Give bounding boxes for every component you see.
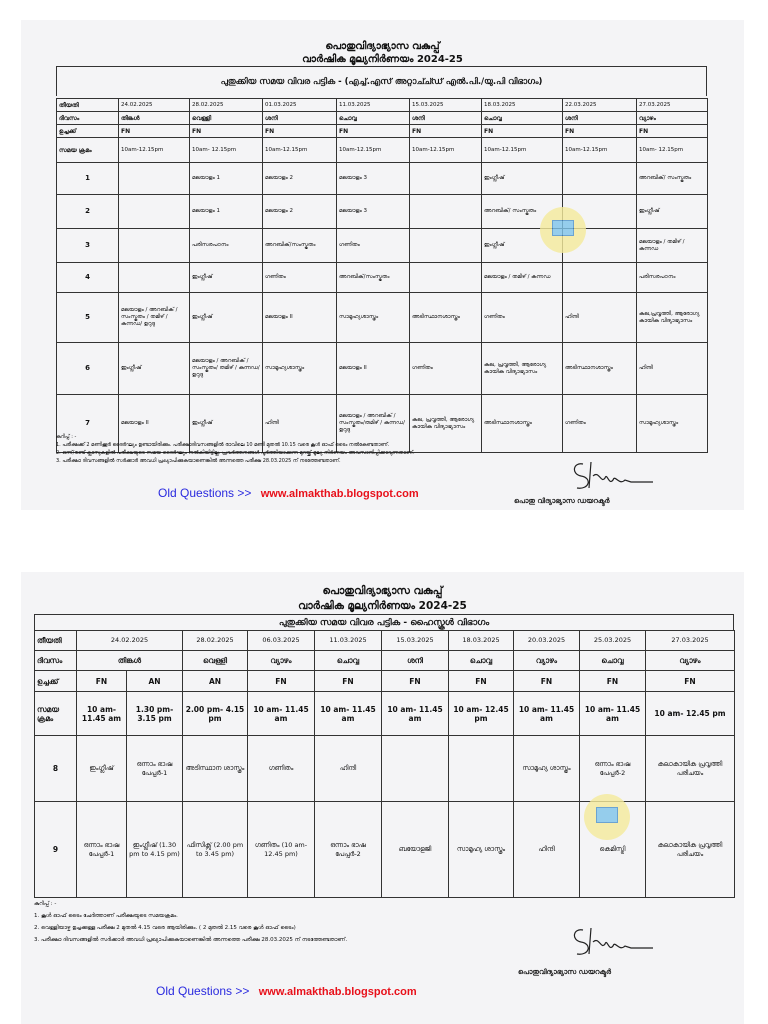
subject-cell: ഒന്നാം ഭാഷ പേപ്പർ-1 (77, 802, 127, 898)
subject-cell: ഗണിതം (563, 395, 637, 453)
row-label-session: ഉച്ചക്ക് (57, 125, 119, 138)
exam-title: വാർഷിക മൂല്യനിർണയം 2024-25 (302, 54, 463, 65)
session-cell: FN (563, 125, 637, 138)
row-day (35, 651, 735, 671)
subject-cell (382, 736, 449, 802)
timetable-high-school (34, 630, 735, 898)
row-label-date: തീയതി (35, 631, 77, 651)
row-time (57, 138, 708, 163)
session-cell: FN (646, 671, 735, 692)
grade-number: 2 (57, 195, 119, 229)
time-cell: 10am- 12.15pm (637, 138, 708, 163)
notes-section (56, 433, 616, 465)
subject-cell: ഇംഗ്ലീഷ് (119, 343, 190, 395)
timetable-subtitle: പുതുക്കിയ സമയ വിവര പട്ടിക - (എച്ച്.എസ് അറ്റാച്ച്ഡ് എൽ.പി./യു.പി വിഭാഗം) (56, 66, 707, 96)
timetable-lp-up (56, 98, 708, 453)
subject-cell: ഇംഗ്ലീഷ് (77, 736, 127, 802)
subject-cell: ഇംഗ്ലീഷ് (190, 293, 263, 343)
grade-row (57, 229, 708, 263)
subject-cell: അറബിക്/സംസ്കൃതം (337, 263, 410, 293)
subject-cell: മലയാളം II (119, 395, 190, 453)
row-time (35, 692, 735, 736)
old-questions-link[interactable] (158, 486, 419, 500)
subject-cell: ഒന്നാം ഭാഷ പേപ്പർ-2 (315, 802, 382, 898)
session-cell: FN (77, 671, 127, 692)
subject-cell (449, 736, 514, 802)
row-label-session: ഉച്ചക്ക് (35, 671, 77, 692)
subject-cell: അറബിക്/ സംസ്കൃതം (637, 163, 708, 195)
grade-number: 4 (57, 263, 119, 293)
time-cell: 10 am- 12.45 pm (646, 692, 735, 736)
row-label-time: സമയ ക്രമം (57, 138, 119, 163)
grade-number: 3 (57, 229, 119, 263)
subject-cell (563, 263, 637, 293)
sheet2-header (21, 584, 744, 614)
row-session (35, 671, 735, 692)
subject-cell: കല, പ്രവൃത്തി, ആരോഗ്യ കായിക വിദ്യാഭ്യാസം (482, 343, 563, 395)
subject-cell (410, 229, 482, 263)
subject-cell: മലയാളം 2 (263, 195, 337, 229)
subject-cell: സാമൂഹ്യശാസ്ത്രം (263, 343, 337, 395)
date-cell: 20.03.2025 (514, 631, 580, 651)
date-cell: 01.03.2025 (263, 99, 337, 112)
row-label-day: ദിവസം (57, 112, 119, 125)
time-cell: 10 am- 11.45 am (514, 692, 580, 736)
session-cell: FN (263, 125, 337, 138)
time-cell: 2.00 pm- 4.15 pm (183, 692, 248, 736)
signature-title: പൊതുവിദ്യാഭ്യാസ ഡയറക്ടർ (518, 968, 612, 976)
subject-cell: മലയാളം II (263, 293, 337, 343)
old-questions-link[interactable] (156, 984, 417, 998)
subject-cell (119, 195, 190, 229)
day-cell: ചൊവ്വ (580, 651, 646, 671)
subject-cell: മലയാളം / അറബിക് /സംസ്കൃതം / തമിഴ് / കന്നഡ/ ഉറുദു (119, 293, 190, 343)
note-item: 2. വെള്ളിയാഴ്ച ഉച്ചക്കുള്ള പരീക്ഷ 2 മുതൽ 4.15 വരെ ആയിരിക്കും. ( 2 മുതൽ 2.15 വരെ കൂൾ ഓഫ് ടൈം) (34, 925, 296, 931)
time-cell: 10 am- 11.45 am (248, 692, 315, 736)
old-questions-label[interactable]: Old Questions >> (156, 984, 250, 998)
notes-heading: കുറിപ്പ് : - (34, 901, 57, 907)
subject-cell: കലാകായിക പ്രവൃത്തി പരിചയം (646, 736, 735, 802)
signature-image (569, 922, 659, 962)
subject-cell: ഹിന്ദി (315, 736, 382, 802)
date-cell: 06.03.2025 (248, 631, 315, 651)
subject-cell (119, 229, 190, 263)
day-cell: വ്യാഴം (248, 651, 315, 671)
subject-cell: ഇംഗ്ലീഷ് (190, 395, 263, 453)
grade-row (57, 195, 708, 229)
date-cell: 11.03.2025 (337, 99, 410, 112)
date-cell: 22.03.2025 (563, 99, 637, 112)
session-cell: FN (449, 671, 514, 692)
subject-cell: ഒന്നാം ഭാഷ പേപ്പർ-2 (580, 736, 646, 802)
session-cell: AN (127, 671, 183, 692)
date-cell: 24.02.2025 (119, 99, 190, 112)
subject-cell: ഗണിതം (337, 229, 410, 263)
subject-cell: ബയോളജി (382, 802, 449, 898)
subject-cell (410, 195, 482, 229)
date-cell: 28.02.2025 (190, 99, 263, 112)
day-cell: വ്യാഴം (514, 651, 580, 671)
day-cell: വെള്ളി (183, 651, 248, 671)
day-cell: ശനി (263, 112, 337, 125)
department-title: പൊതുവിദ്യാഭ്യാസ വകുപ്പ് (325, 41, 440, 52)
note-item: 2. ഒന്ന്/രണ്ട് ക്ലാസുകളിൽ പരീക്ഷയുടെ സമയ ദൈർഘ്യം നൽകിയിട്ടില്ല. പ്രവർത്തനങ്ങൾ പൂർത്തിയാക്കുന്ന മുറയ്ക്ക് മൂല്യ നിർണയം അവസാനിപ്പിക്കാവുന്നതാണ്. (56, 450, 415, 456)
subject-cell: ഗണിതം (10 am- 12.45 pm) (248, 802, 315, 898)
subject-cell (119, 163, 190, 195)
grade-row (57, 293, 708, 343)
date-cell: 28.02.2025 (183, 631, 248, 651)
subject-cell: കെമിസ്ട്രി (580, 802, 646, 898)
subject-cell: മലയാളം II (337, 343, 410, 395)
grade-number: 6 (57, 343, 119, 395)
session-cell: FN (514, 671, 580, 692)
row-day (57, 112, 708, 125)
department-title: പൊതുവിദ്യാഭ്യാസ വകുപ്പ് (322, 585, 443, 597)
time-cell: 10 am- 11.45 am (77, 692, 127, 736)
time-cell: 10 am- 11.45 am (315, 692, 382, 736)
subject-cell (119, 263, 190, 293)
note-item: 1. കൂൾ ഓഫ് ടൈം ചേർത്താണ് പരീക്ഷയുടെ സമയക്രമം. (34, 913, 178, 919)
subject-cell: മലയാളം / അറബിക് /സംസ്കൃതം/തമിഴ് / കന്നഡ/ ഉറുദു (337, 395, 410, 453)
sheet1-header (21, 40, 744, 66)
time-cell: 10am-12.15pm (119, 138, 190, 163)
subject-cell: മലയാളം 2 (263, 163, 337, 195)
grade-row (57, 163, 708, 195)
note-item: 3. പരീക്ഷാ ദിവസങ്ങളിൽ സർക്കാർ അവധി പ്രഖ്യാപിക്കുകയാണെങ്കിൽ അന്നത്തെ പരീക്ഷ 28.03.2025 ന് നടത്തേണ്ടതാണ്. (34, 937, 348, 943)
session-cell: FN (119, 125, 190, 138)
subject-cell: അടിസ്ഥാന ശാസ്ത്രം (183, 736, 248, 802)
notes-heading: കുറിപ്പ് : - (56, 434, 77, 440)
date-cell: 18.03.2025 (482, 99, 563, 112)
session-cell: FN (482, 125, 563, 138)
day-cell: ശനി (410, 112, 482, 125)
subject-cell: മലയാളം 1 (190, 195, 263, 229)
session-cell: FN (382, 671, 449, 692)
signature-title: പൊതു വിദ്യാഭ്യാസ ഡയറക്ടർ (514, 497, 610, 505)
grade-number: 7 (57, 395, 119, 453)
exam-title: വാർഷിക മൂല്യനിർണയം 2024-25 (298, 600, 467, 612)
session-cell: AN (183, 671, 248, 692)
date-cell: 27.03.2025 (646, 631, 735, 651)
watermark-logo (584, 794, 630, 840)
date-cell: 24.02.2025 (77, 631, 183, 651)
time-cell: 10 am- 11.45 am (580, 692, 646, 736)
website-url[interactable]: www.almakthab.blogspot.com (260, 488, 419, 500)
subject-cell: മലയാളം / തമിഴ് / കന്നഡ (482, 263, 563, 293)
website-url[interactable]: www.almakthab.blogspot.com (258, 986, 417, 998)
date-cell: 18.03.2025 (449, 631, 514, 651)
date-cell: 11.03.2025 (315, 631, 382, 651)
day-cell: ചൊവ്വ (315, 651, 382, 671)
subject-cell: ഫിസിക്സ് (2.00 pm to 3.45 pm) (183, 802, 248, 898)
old-questions-label[interactable]: Old Questions >> (158, 486, 252, 500)
date-cell: 27.03.2025 (637, 99, 708, 112)
session-cell: FN (580, 671, 646, 692)
subject-cell (410, 263, 482, 293)
monitor-icon (552, 220, 574, 236)
subject-cell: ഹിന്ദി (637, 343, 708, 395)
timetable-sheet-lp-up (21, 20, 744, 510)
time-cell: 10am-12.15pm (482, 138, 563, 163)
subject-cell: സാമൂഹ്യശാസ്ത്രം (337, 293, 410, 343)
day-cell: തിങ്കൾ (77, 651, 183, 671)
time-cell: 10am-12.15pm (563, 138, 637, 163)
note-item: 3. പരീക്ഷാ ദിവസങ്ങളിൽ സർക്കാർ അവധി പ്രഖ്യാപിക്കുകയാണെങ്കിൽ അന്നത്തെ പരീക്ഷ 28.03.2025 ന് നടത്തേണ്ടതാണ്. (56, 458, 341, 464)
subject-cell: മലയാളം / അറബിക് /സംസ്കൃതം/ തമിഴ് / കന്നഡ/ ഉറുദു (190, 343, 263, 395)
grade-row (57, 263, 708, 293)
subject-cell: ഹിന്ദി (263, 395, 337, 453)
row-label-time: സമയ ക്രമം (35, 692, 77, 736)
row-label-date: തീയതി (57, 99, 119, 112)
day-cell: ശനി (563, 112, 637, 125)
grade-number: 1 (57, 163, 119, 195)
grade-row (57, 343, 708, 395)
session-cell: FN (190, 125, 263, 138)
subject-cell: സാമൂഹ്യ ശാസ്ത്രം (449, 802, 514, 898)
monitor-icon (596, 807, 618, 823)
session-cell: FN (315, 671, 382, 692)
day-cell: ചൊവ്വ (449, 651, 514, 671)
subject-cell: പരിസരപഠനം (190, 229, 263, 263)
date-cell: 25.03.2025 (580, 631, 646, 651)
subject-cell: ഹിന്ദി (514, 802, 580, 898)
subject-cell: ഇംഗ്ലീഷ് (190, 263, 263, 293)
subject-cell: മലയാളം 3 (337, 195, 410, 229)
session-cell: FN (337, 125, 410, 138)
grade-number: 5 (57, 293, 119, 343)
subject-cell: ഗണിതം (482, 293, 563, 343)
note-item: 1. പരീക്ഷക്ക് 2 മണിക്കൂർ ദൈർഘ്യം ഉണ്ടായിരിക്കും. പരീക്ഷാദിവസങ്ങളിൽ രാവിലെ 10 മണി മുതൽ 10.15 വരെ കൂൾ ഓഫ് ടൈം നൽകേണ്ടതാണ്. (56, 442, 390, 448)
time-cell: 1.30 pm- 3.15 pm (127, 692, 183, 736)
day-cell: ശനി (382, 651, 449, 671)
time-cell: 10am- 12.15pm (190, 138, 263, 163)
time-cell: 10 am- 11.45 am (382, 692, 449, 736)
grade-number: 9 (35, 802, 77, 898)
subject-cell: ഹിന്ദി (563, 293, 637, 343)
watermark-logo (540, 207, 586, 253)
subject-cell: ഇംഗ്ലീഷ് (637, 195, 708, 229)
day-cell: ചൊവ്വ (337, 112, 410, 125)
row-label-day: ദിവസം (35, 651, 77, 671)
subject-cell: മലയാളം 3 (337, 163, 410, 195)
subject-cell: സാമൂഹ്യശാസ്ത്രം (637, 395, 708, 453)
signature-image (569, 456, 659, 496)
subject-cell: കല,പ്രവൃത്തി, ആരോഗ്യ കായിക വിദ്യാഭ്യാസം (637, 293, 708, 343)
session-cell: FN (410, 125, 482, 138)
subject-cell: ഗണിതം (263, 263, 337, 293)
time-cell: 10 am- 12.45 pm (449, 692, 514, 736)
grade-number: 8 (35, 736, 77, 802)
day-cell: തിങ്കൾ (119, 112, 190, 125)
time-cell: 10am-12.15pm (263, 138, 337, 163)
subject-cell: കല, പ്രവൃത്തി, ആരോഗ്യ കായിക വിദ്യാഭ്യാസം (410, 395, 482, 453)
day-cell: വ്യാഴം (637, 112, 708, 125)
subject-cell: ഇംഗ്ലീഷ് (1.30 pm to 4.15 pm) (127, 802, 183, 898)
subject-cell: ഗണിതം (410, 343, 482, 395)
timetable-subtitle: പുതുക്കിയ സമയ വിവര പട്ടിക - ഹൈസ്കൂൾ വിഭാഗം (34, 614, 734, 631)
grade-row (35, 736, 735, 802)
session-cell: FN (248, 671, 315, 692)
subject-cell: അറബിക്/ സംസ്കൃതം (482, 195, 563, 229)
subject-cell (410, 163, 482, 195)
session-cell: FN (637, 125, 708, 138)
time-cell: 10am-12.15pm (410, 138, 482, 163)
subject-cell: മലയാളം 1 (190, 163, 263, 195)
subject-cell: ഒന്നാം ഭാഷ പേപ്പർ-1 (127, 736, 183, 802)
date-cell: 15.03.2025 (410, 99, 482, 112)
subject-cell: ഗണിതം (248, 736, 315, 802)
row-date (57, 99, 708, 112)
row-date (35, 631, 735, 651)
subject-cell: അടിസ്ഥാനശാസ്ത്രം (410, 293, 482, 343)
subject-cell: ഇംഗ്ലീഷ് (482, 163, 563, 195)
subject-cell: അറബിക്/സംസ്കൃതം (263, 229, 337, 263)
subject-cell (563, 163, 637, 195)
day-cell: ചൊവ്വ (482, 112, 563, 125)
subject-cell: മലയാളം / തമിഴ് / കന്നഡ (637, 229, 708, 263)
subject-cell: സാമൂഹ്യ ശാസ്ത്രം (514, 736, 580, 802)
row-session (57, 125, 708, 138)
lp-up-grade-rows (57, 163, 708, 453)
subject-cell: അടിസ്ഥാനശാസ്ത്രം (482, 395, 563, 453)
subject-cell: പരിസരപഠനം (637, 263, 708, 293)
subject-cell: അടിസ്ഥാനശാസ്ത്രം (563, 343, 637, 395)
subject-cell: കലാകായിക പ്രവൃത്തി പരിചയം (646, 802, 735, 898)
notes-section (34, 898, 594, 946)
timetable-sheet-high-school (21, 572, 744, 1024)
day-cell: വെള്ളി (190, 112, 263, 125)
time-cell: 10am-12.15pm (337, 138, 410, 163)
day-cell: വ്യാഴം (646, 651, 735, 671)
subject-cell: ഇംഗ്ലീഷ് (482, 229, 563, 263)
date-cell: 15.03.2025 (382, 631, 449, 651)
